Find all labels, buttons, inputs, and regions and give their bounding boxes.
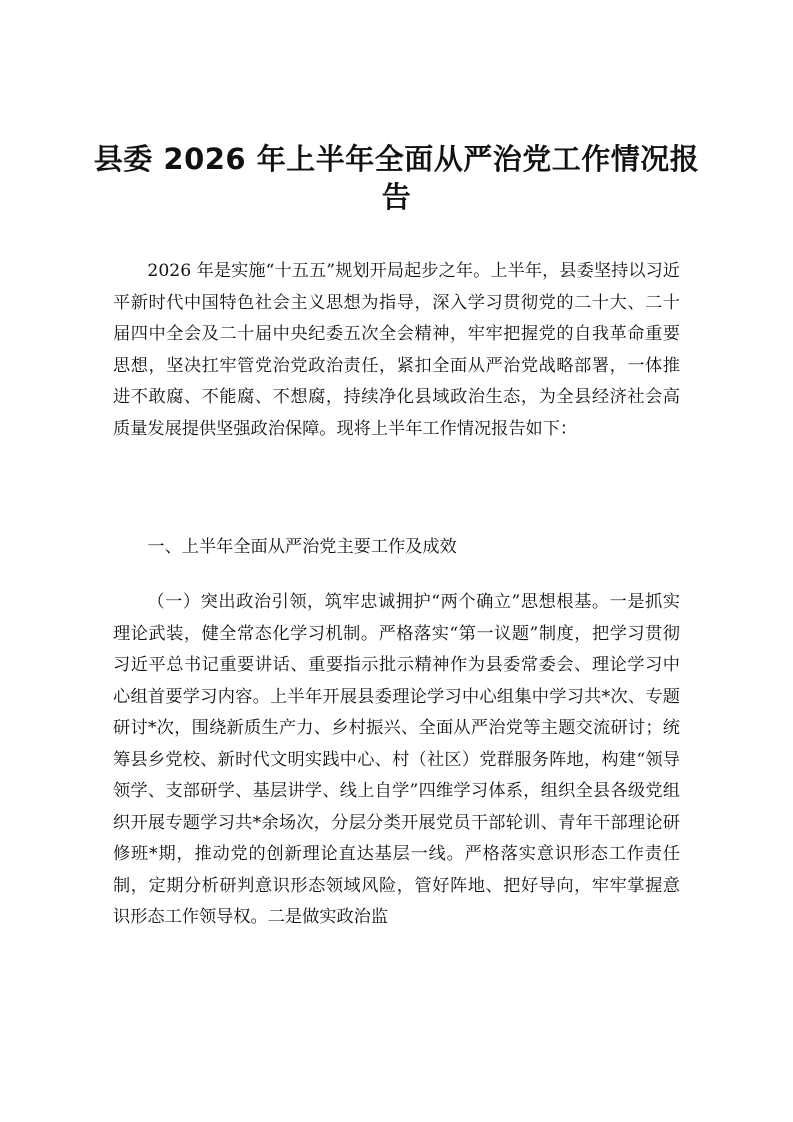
section-paragraph: （一）突出政治引领，筑牢忠诚拥护“两个确立”思想根基。一是抓实理论武装，健全常态化学习机制。严格落实“第一议题”制度，把学习贯彻习近平总书记重要讲话、重要指示批示精神作为县委常委会、理论学习中心组首要学习内容。上半年开展县委理论学习中心组集中学习共*次、专题研讨*次，围绕新质生产力、乡村振兴、全面从严治党等主题交流研讨；统筹县乡党校、新时代文明实践中心、村（社区）党群服务阵地，构建“领导领学、支部研学、基层讲学、线上自学”四维学习体系，组织全县各级党组织开展专题学习共*余场次，分层分类开展党员干部轮训、青年干部理论研修班*期，推动党的创新理论直达基层一线。严格落实意识形态工作责任制，定期分析研判意识形态领域风险，管好阵地、把好导向，牢牢掌握意识形态工作领导权。二是做实政治监 xyxy=(113,592,680,927)
intro-paragraph: 2026 年是实施“十五五”规划开局起步之年。上半年，县委坚持以习近平新时代中国特色社会主义思想为指导，深入学习贯彻党的二十大、二十届四中全会及二十届中央纪委五次全会精神，牢牢把握党的自我革命重要思想，坚决扛牢管党治党政治责任，紧扣全面从严治党战略部署，一体推进不敢腐、不能腐、不想腐，持续净化县域政治生态，为全县经济社会高质量发展提供坚强政治保障。现将上半年工作情况报告如下： xyxy=(113,261,680,439)
document-title: 县委 2026 年上半年全面从严治党工作情况报告 xyxy=(93,142,700,214)
section-heading: 一、上半年全面从严治党主要工作及成效 xyxy=(147,537,457,557)
